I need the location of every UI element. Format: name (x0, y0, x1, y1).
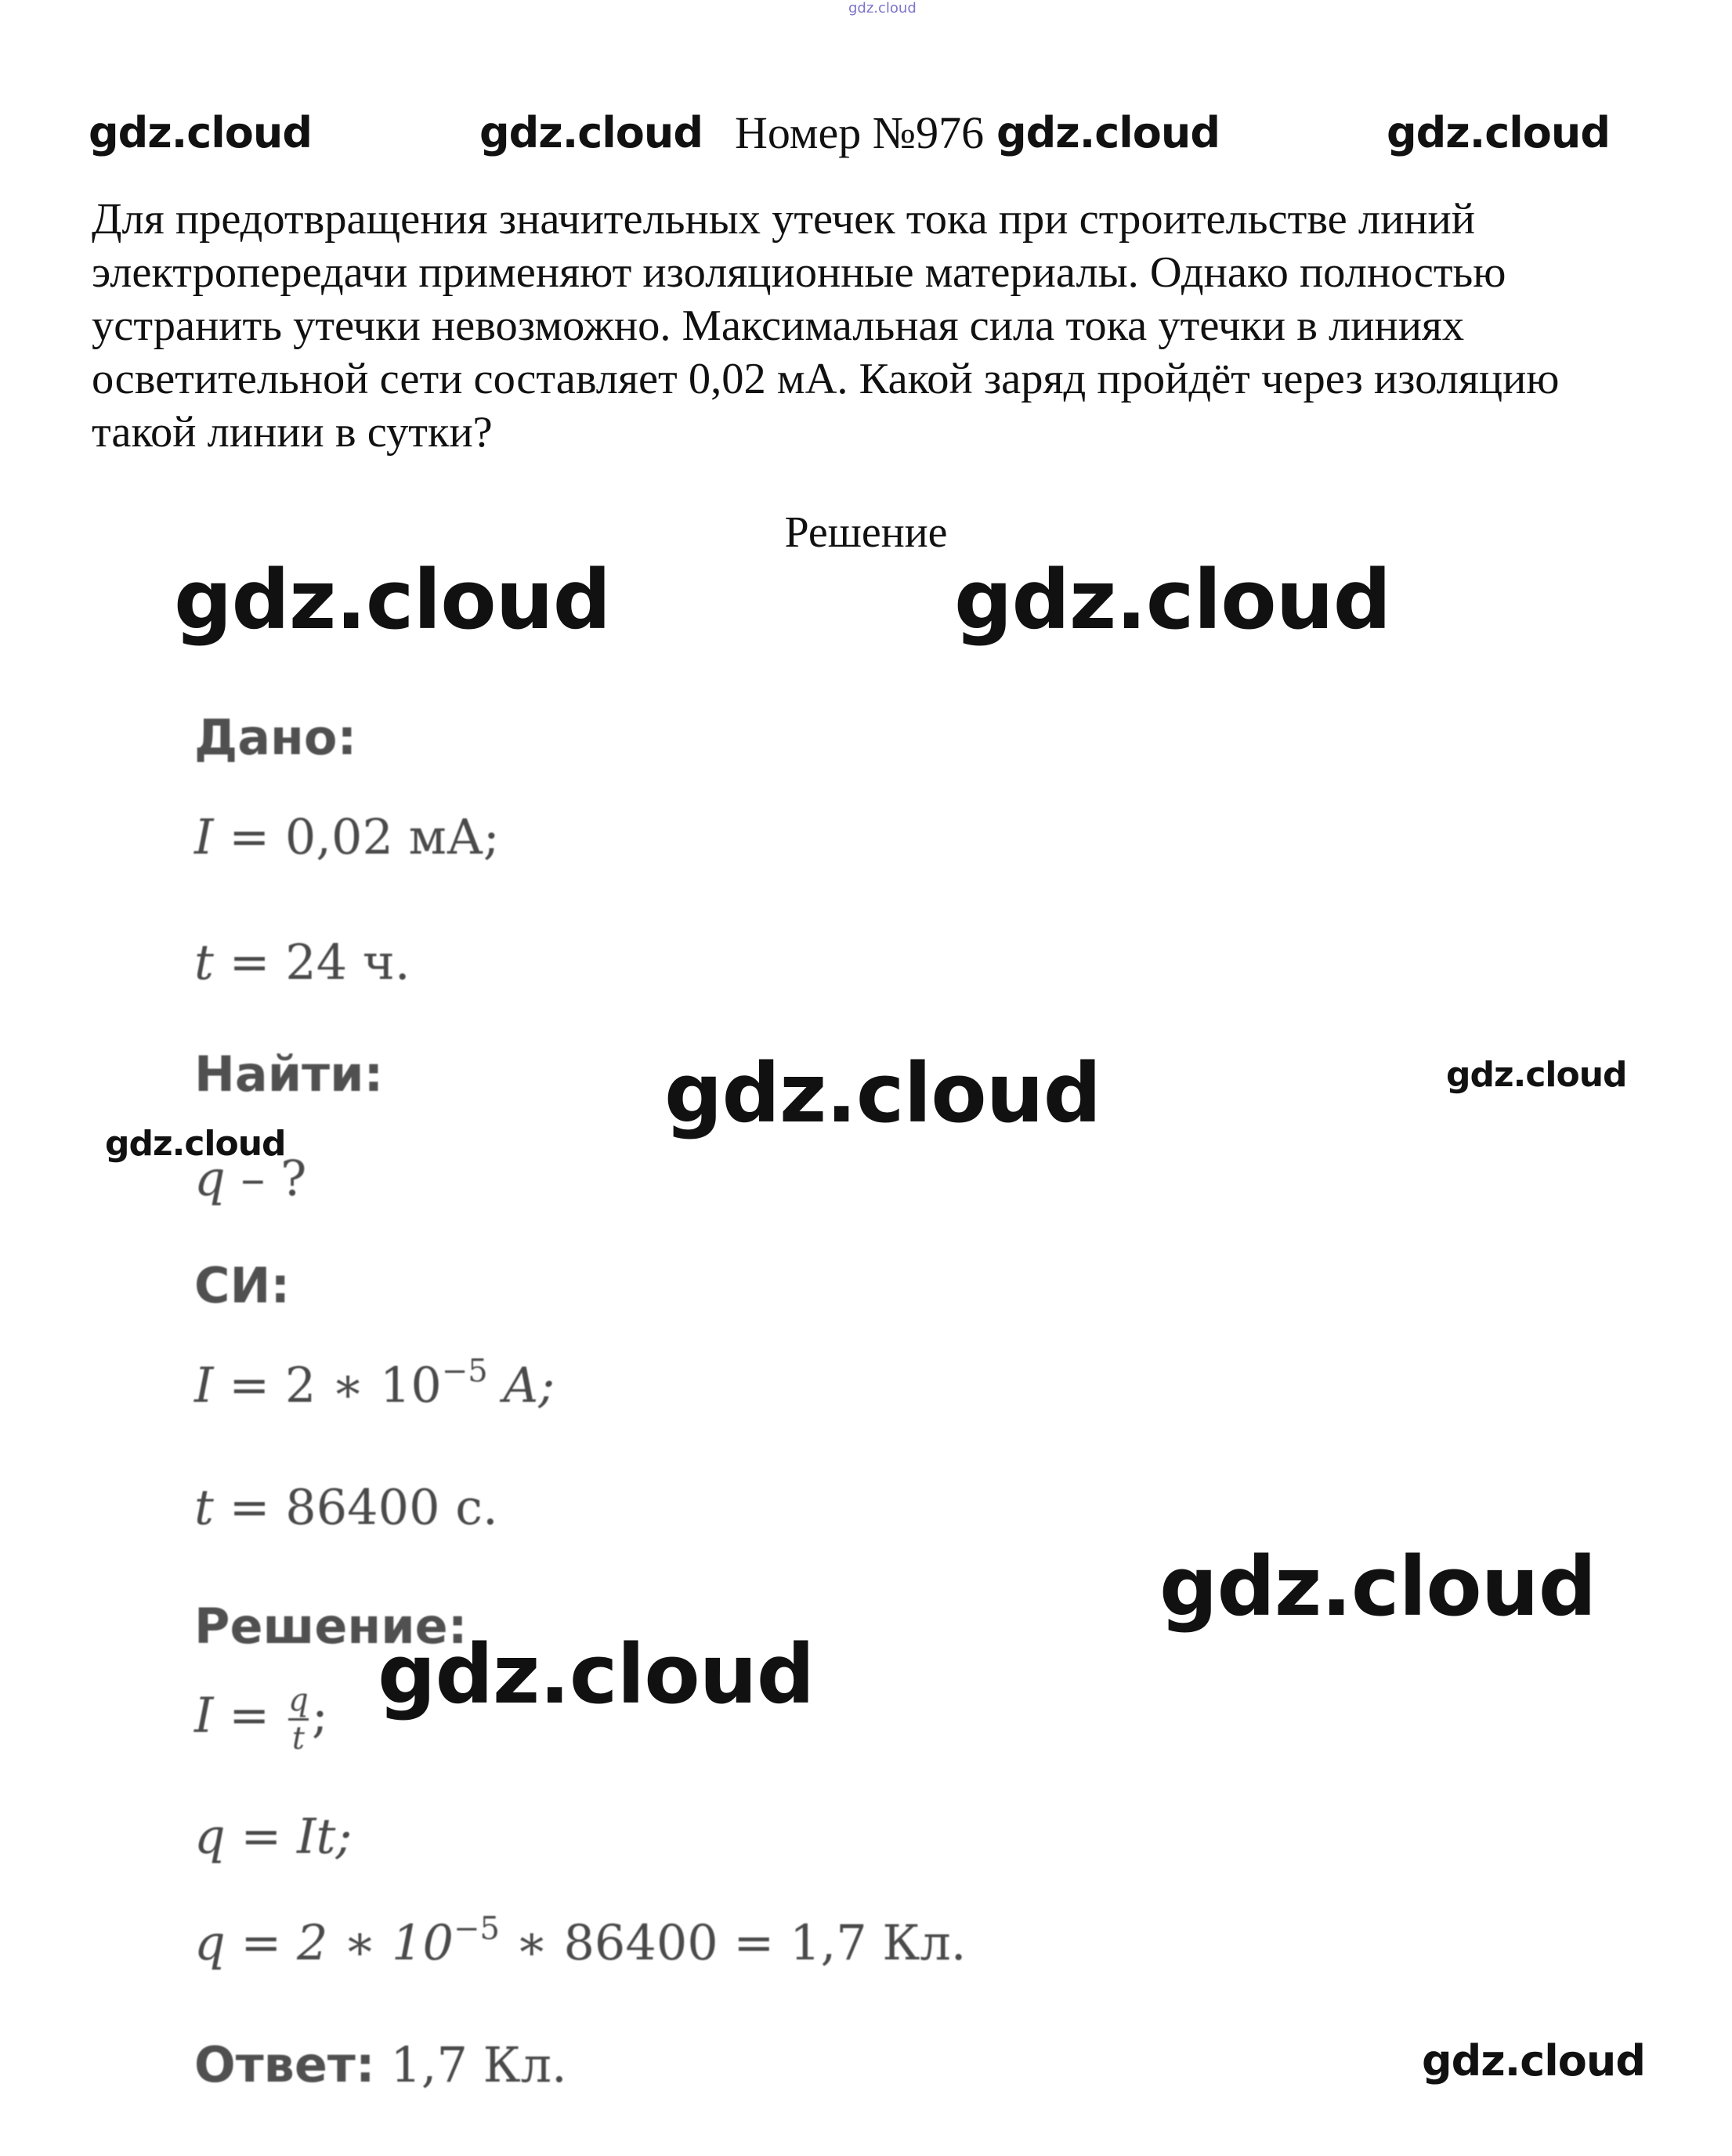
watermark-header-4: gdz.cloud (1387, 108, 1610, 157)
formula-current: I = $\frac{q}{t}$ ; (194, 1682, 328, 1757)
watermark-small-2: gdz.cloud (105, 1124, 286, 1164)
si-label: СИ: (194, 1257, 291, 1314)
watermark-header-1: gdz.cloud (89, 108, 312, 157)
watermark-small-1: gdz.cloud (1446, 1055, 1627, 1095)
given-label: Дано: (194, 709, 357, 766)
watermark-bottom: gdz.cloud (1422, 2036, 1645, 2086)
formula-calculation: q = 2 ∗ $10^{-5}$ ∗ 86400 = 1,7 Кл. (194, 1911, 967, 1971)
solution-label: Решение: (194, 1598, 468, 1655)
problem-text: Для предотвращения значительных утечек тока при строительстве линий электропередачи применяют изоляционные материалы. Однако полностью устранить утечки невозможно. Максимальная сила тока утечки в линиях осветительной сети составляет 0,02 мА. Какой заряд пройдёт через изоляцию такой линии в сутки? (92, 195, 1560, 457)
answer: Ответ: 1,7 Кл. (194, 2036, 567, 2093)
given-current: I = 0,02 мА; (194, 808, 500, 865)
find-charge: q – ? (194, 1150, 307, 1207)
watermark-large-1: gdz.cloud (174, 552, 611, 648)
given-time: t = 24 ч. (194, 934, 410, 991)
top-watermark: gdz.cloud (848, 0, 917, 16)
solution-heading: Решение (784, 508, 948, 557)
watermark-large-4: gdz.cloud (1159, 1539, 1596, 1634)
si-current: I = 2 ∗ $10^{-5}$ A; (194, 1353, 555, 1414)
watermark-header-3: gdz.cloud (996, 108, 1220, 157)
formula-charge: q = It; (194, 1808, 353, 1865)
si-time: t = 86400 с. (194, 1479, 498, 1536)
find-label: Найти: (194, 1045, 384, 1103)
watermark-large-5: gdz.cloud (378, 1627, 815, 1722)
page-title: Номер №976 (735, 107, 985, 158)
watermark-header-2: gdz.cloud (479, 108, 703, 157)
watermark-large-3: gdz.cloud (664, 1045, 1101, 1141)
watermark-large-2: gdz.cloud (954, 552, 1391, 648)
